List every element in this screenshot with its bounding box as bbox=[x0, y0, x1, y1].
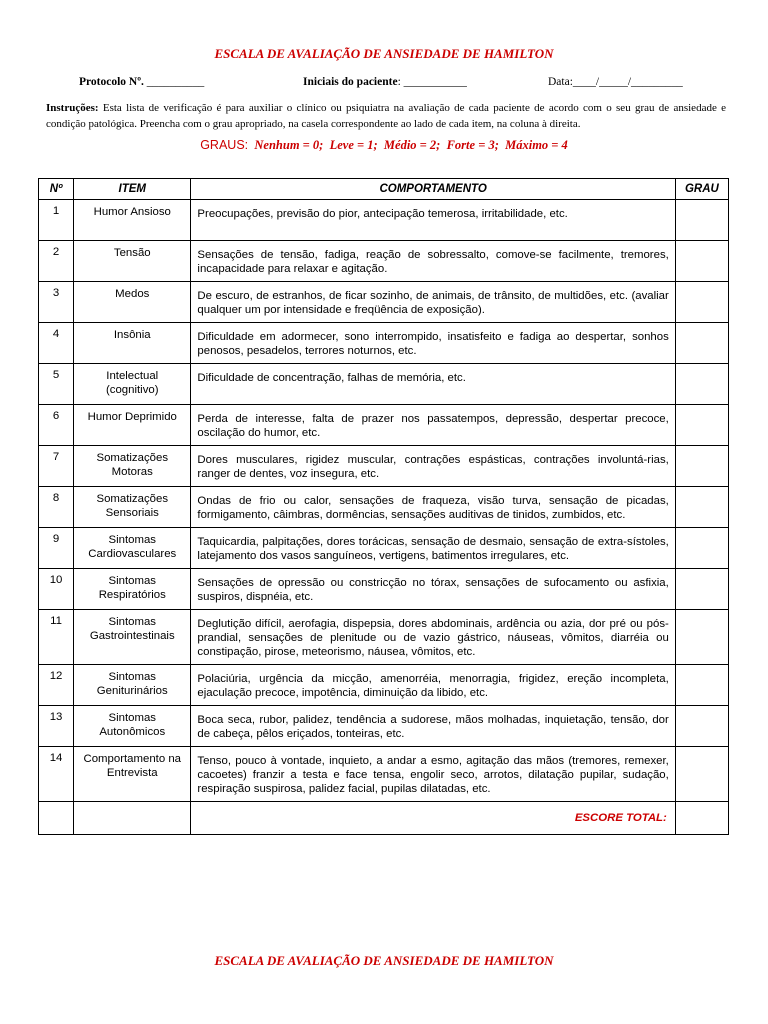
row-item: Sintomas Cardiovasculares bbox=[74, 528, 191, 569]
header-number: Nº bbox=[39, 179, 74, 200]
grade-none: Nenhum = 0; bbox=[254, 138, 324, 152]
row-grade-cell[interactable] bbox=[675, 241, 728, 282]
grades-label: GRAUS: bbox=[200, 138, 249, 152]
table-row bbox=[39, 610, 729, 665]
row-grade-cell[interactable] bbox=[675, 569, 728, 610]
initials-field bbox=[303, 76, 467, 88]
row-grade-cell[interactable] bbox=[675, 528, 728, 569]
row-item: Comportamento na Entrevista bbox=[74, 747, 191, 802]
row-item: Sintomas Autonômicos bbox=[74, 706, 191, 747]
row-behavior: Perda de interesse, falta de prazer nos passatempos, depressão, despertar precoce, oscilação do humor, etc. bbox=[191, 405, 675, 446]
row-behavior: Sensações de opressão ou constricção no tórax, sensações de sufocamento ou asfixia, suspiros, dispnéia, etc. bbox=[191, 569, 675, 610]
table-row bbox=[39, 282, 729, 323]
row-number: 8 bbox=[39, 487, 74, 528]
table-row bbox=[39, 405, 729, 446]
grade-medium: Médio = 2; bbox=[383, 138, 441, 152]
header-grade: GRAU bbox=[675, 179, 728, 200]
row-behavior: Dores musculares, rigidez muscular, contrações espásticas, contrações involuntá-rias, ranger de dentes, voz insegura, etc. bbox=[191, 446, 675, 487]
row-behavior: Taquicardia, palpitações, dores torácicas, sensação de desmaio, sensação de extra-sístoles, latejamento dos vasos sanguíneos, vertigens, batimentos irregulares, etc. bbox=[191, 528, 675, 569]
row-grade-cell[interactable] bbox=[675, 706, 728, 747]
row-behavior: Sensações de tensão, fadiga, reação de sobressalto, comove-se facilmente, tremores, incapacidade para relaxar e agitação. bbox=[191, 241, 675, 282]
table-row bbox=[39, 323, 729, 364]
grades-legend bbox=[0, 138, 768, 153]
row-number: 13 bbox=[39, 706, 74, 747]
row-grade-cell[interactable] bbox=[675, 282, 728, 323]
row-number: 3 bbox=[39, 282, 74, 323]
total-empty-number bbox=[39, 802, 74, 835]
row-number: 5 bbox=[39, 364, 74, 405]
row-grade-cell[interactable] bbox=[675, 323, 728, 364]
row-item: Sintomas Gastrointestinais bbox=[74, 610, 191, 665]
initials-blank[interactable]: : ___________ bbox=[397, 76, 467, 88]
total-score-label: ESCORE TOTAL: bbox=[191, 802, 675, 835]
row-item: Insônia bbox=[74, 323, 191, 364]
row-behavior: Dificuldade de concentração, falhas de memória, etc. bbox=[191, 364, 675, 405]
row-number: 7 bbox=[39, 446, 74, 487]
row-behavior: Ondas de frio ou calor, sensações de fraqueza, visão turva, sensação de picadas, formigamento, câimbras, dormências, sensações auditivas de tinidos, zumbidos, etc. bbox=[191, 487, 675, 528]
protocol-field bbox=[79, 76, 204, 88]
table-row bbox=[39, 569, 729, 610]
row-grade-cell[interactable] bbox=[675, 665, 728, 706]
footer-title: ESCALA DE AVALIAÇÃO DE ANSIEDADE DE HAMILTON bbox=[214, 953, 554, 968]
row-item: Somatizações Motoras bbox=[74, 446, 191, 487]
row-item: Intelectual (cognitivo) bbox=[74, 364, 191, 405]
header-behavior: COMPORTAMENTO bbox=[191, 179, 675, 200]
table-row bbox=[39, 241, 729, 282]
row-number: 2 bbox=[39, 241, 74, 282]
row-item: Tensão bbox=[74, 241, 191, 282]
grade-strong: Forte = 3; bbox=[446, 138, 499, 152]
table-row bbox=[39, 487, 729, 528]
table-row bbox=[39, 364, 729, 405]
table-row bbox=[39, 665, 729, 706]
date-label: Data: bbox=[548, 76, 573, 88]
row-item: Humor Deprimido bbox=[74, 405, 191, 446]
protocol-blank[interactable]: __________ bbox=[146, 76, 205, 88]
instructions-label: Instruções: bbox=[46, 102, 99, 114]
date-blank[interactable]: ____/_____/_________ bbox=[572, 76, 683, 88]
row-number: 11 bbox=[39, 610, 74, 665]
row-item: Sintomas Respiratórios bbox=[74, 569, 191, 610]
instructions bbox=[46, 100, 726, 132]
hamilton-table bbox=[38, 178, 729, 835]
total-score-cell[interactable] bbox=[675, 802, 728, 835]
row-item: Sintomas Geniturinários bbox=[74, 665, 191, 706]
initials-label: Iniciais do paciente bbox=[303, 76, 398, 88]
protocol-label: Protocolo Nº. bbox=[79, 76, 144, 88]
row-item: Humor Ansioso bbox=[74, 200, 191, 241]
total-empty-item bbox=[74, 802, 191, 835]
row-behavior: Preocupações, previsão do pior, antecipação temerosa, irritabilidade, etc. bbox=[191, 200, 675, 241]
table-header bbox=[39, 179, 729, 200]
row-item: Medos bbox=[74, 282, 191, 323]
row-behavior: Deglutição difícil, aerofagia, dispepsia, dores abdominais, ardência ou azia, dor pré ou pós-prandial, sensações de plenitude ou de vazio gástrico, náuseas, vômitos, diarréia ou constipação, pirose, meteorismo, náusea, vômitos, etc. bbox=[191, 610, 675, 665]
row-behavior: Boca seca, rubor, palidez, tendência a sudorese, mãos molhadas, inquietação, tensão, dor de cabeça, pêlos eriçados, tonteiras, etc. bbox=[191, 706, 675, 747]
row-grade-cell[interactable] bbox=[675, 446, 728, 487]
table-row bbox=[39, 706, 729, 747]
grade-max: Máximo = 4 bbox=[505, 138, 568, 152]
row-grade-cell[interactable] bbox=[675, 364, 728, 405]
instructions-text: Esta lista de verificação é para auxiliar o clínico ou psiquiatra na avaliação de cada paciente de acordo com o seu grau de ansiedade e condição patológica. Preencha com o grau apropriado, na casela correspondente ao lado de cada item, na coluna à direita. bbox=[46, 102, 726, 130]
row-number: 1 bbox=[39, 200, 74, 241]
row-grade-cell[interactable] bbox=[675, 405, 728, 446]
row-grade-cell[interactable] bbox=[675, 747, 728, 802]
total-row bbox=[39, 802, 729, 835]
row-number: 10 bbox=[39, 569, 74, 610]
row-number: 4 bbox=[39, 323, 74, 364]
row-number: 9 bbox=[39, 528, 74, 569]
row-behavior: Dificuldade em adormecer, sono interrompido, insatisfeito e fadiga ao despertar, sonhos penosos, pesadelos, terrores noturnos, etc. bbox=[191, 323, 675, 364]
row-number: 14 bbox=[39, 747, 74, 802]
row-grade-cell[interactable] bbox=[675, 610, 728, 665]
table-row bbox=[39, 528, 729, 569]
page-title: ESCALA DE AVALIAÇÃO DE ANSIEDADE DE HAMILTON bbox=[214, 46, 554, 61]
row-behavior: Polaciúria, urgência da micção, amenorréia, menorragia, frigidez, ereção incompleta, ejaculação precoce, impotência, diminuição da libido, etc. bbox=[191, 665, 675, 706]
row-behavior: De escuro, de estranhos, de ficar sozinho, de animais, de trânsito, de multidões, etc. (avaliar qualquer um por intensidade e freqüência de exposição). bbox=[191, 282, 675, 323]
row-number: 6 bbox=[39, 405, 74, 446]
table-row bbox=[39, 446, 729, 487]
row-item: Somatizações Sensoriais bbox=[74, 487, 191, 528]
header-item: ITEM bbox=[74, 179, 191, 200]
grade-mild: Leve = 1; bbox=[329, 138, 378, 152]
row-behavior: Tenso, pouco à vontade, inquieto, a andar a esmo, agitação das mãos (tremores, remexer, cacoetes) franzir a testa e face tensa, engolir seco, arrotos, dilatação pupilar, sudação, respiração suspirosa, palidez facial, pupilas dilatadas, etc. bbox=[191, 747, 675, 802]
table-row bbox=[39, 747, 729, 802]
row-grade-cell[interactable] bbox=[675, 200, 728, 241]
table-row bbox=[39, 200, 729, 241]
row-grade-cell[interactable] bbox=[675, 487, 728, 528]
date-field bbox=[548, 76, 683, 88]
row-number: 12 bbox=[39, 665, 74, 706]
